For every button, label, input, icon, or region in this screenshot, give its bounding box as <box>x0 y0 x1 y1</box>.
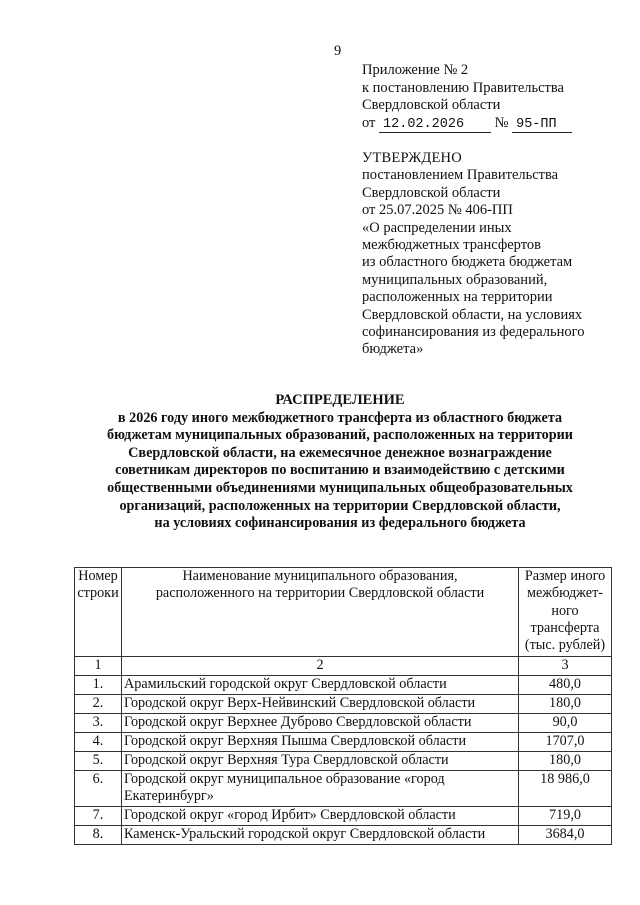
table-row <box>75 695 612 714</box>
municipality-name: Городской округ «город Ирбит» Свердловской области <box>122 806 519 825</box>
approved-line: муниципальных образований, <box>362 271 548 288</box>
transfer-amount: 90,0 <box>519 714 612 733</box>
from-label: от <box>362 114 376 131</box>
header-text: межбюджет- <box>526 585 604 602</box>
municipality-name: Арамильский городской округ Свердловской области <box>122 676 519 695</box>
number-label: № <box>494 114 509 131</box>
transfer-amount: 719,0 <box>519 806 612 825</box>
table-row <box>75 733 612 752</box>
header-text: Номер <box>78 568 118 584</box>
appendix-region: Свердловской области <box>362 97 501 113</box>
heading-line: на условиях софинансирования из федерального бюджета <box>154 515 526 532</box>
approved-line: Свердловской области <box>362 184 501 201</box>
row-number: 6. <box>75 771 122 807</box>
table-row <box>75 806 612 825</box>
municipality-name: Городской округ муниципальное образование «город Екатеринбург» <box>122 771 519 807</box>
approved-line: из областного бюджета бюджетам <box>362 254 573 271</box>
appendix-reference: к постановлению Правительства <box>362 79 564 96</box>
header-municipality <box>122 568 519 657</box>
table-row <box>75 825 612 844</box>
heading-line: в 2026 году иного межбюджетного трансферта из областного бюджета <box>117 409 563 426</box>
header-text: строки <box>77 585 119 602</box>
municipality-name: Городской округ Верхняя Тура Свердловской области <box>122 752 519 771</box>
row-number: 7. <box>75 806 122 825</box>
distribution-table <box>74 567 612 845</box>
heading-line: общественными объединениями муниципальных общеобразовательных <box>107 479 573 496</box>
heading-line: Свердловской области, на ежемесячное денежное вознаграждение <box>128 444 552 461</box>
column-number: 1 <box>75 657 122 676</box>
approved-line: от 25.07.2025 № 406-ПП <box>362 202 513 219</box>
page-number: 9 <box>334 43 342 59</box>
header-text: ного <box>551 602 579 619</box>
approved-line: софинансирования из федерального <box>362 324 585 341</box>
transfer-amount: 18 986,0 <box>519 771 612 807</box>
transfer-amount: 1707,0 <box>519 733 612 752</box>
approved-line: бюджета» <box>362 341 424 358</box>
column-number: 3 <box>519 657 612 676</box>
approved-line: межбюджетных трансфертов <box>362 237 541 254</box>
document-heading <box>70 392 610 533</box>
approved-line: «О распределении иных <box>362 219 512 236</box>
municipality-name: Городской округ Верхняя Пышма Свердловской области <box>122 733 519 752</box>
municipality-name: Каменск-Уральский городской округ Свердловской области <box>122 825 519 844</box>
header-text: Наименование муниципального образования, <box>182 568 458 584</box>
table-row <box>75 771 612 807</box>
table-row <box>75 714 612 733</box>
approved-line: Свердловской области, на условиях <box>362 306 583 323</box>
row-number: 1. <box>75 676 122 695</box>
heading-title: РАСПРЕДЕЛЕНИЕ <box>275 392 405 408</box>
header-text: (тыс. рублей) <box>524 637 606 654</box>
appendix-title: Приложение № 2 <box>362 62 469 78</box>
decree-number: 95-ПП <box>512 118 572 133</box>
approved-line: постановлением Правительства <box>362 167 559 184</box>
header-text: Размер иного <box>524 568 606 584</box>
row-number: 4. <box>75 733 122 752</box>
column-number: 2 <box>122 657 519 676</box>
header-row-number <box>75 568 122 657</box>
header-text: трансферта <box>530 619 600 636</box>
table-row <box>75 676 612 695</box>
heading-line: советникам директоров по воспитанию и взаимодействию с детскими <box>115 462 565 479</box>
heading-line: бюджетам муниципальных образований, расположенных на территории <box>107 427 573 444</box>
appendix-block <box>362 62 572 133</box>
table-row <box>75 752 612 771</box>
table-header-row <box>75 568 612 657</box>
column-number-row <box>75 657 612 676</box>
municipality-name: Городской округ Верх-Нейвинский Свердловской области <box>122 695 519 714</box>
approved-title: УТВЕРЖДЕНО <box>362 150 462 166</box>
heading-line: организаций, расположенных на территории Свердловской области, <box>119 497 561 514</box>
row-number: 5. <box>75 752 122 771</box>
municipality-name: Городской округ Верхнее Дуброво Свердловской области <box>122 714 519 733</box>
transfer-amount: 3684,0 <box>519 825 612 844</box>
header-amount <box>519 568 612 657</box>
appendix-date-number <box>362 115 572 133</box>
approved-block <box>362 150 584 359</box>
row-number: 2. <box>75 695 122 714</box>
transfer-amount: 480,0 <box>519 676 612 695</box>
row-number: 8. <box>75 825 122 844</box>
header-text: расположенного на территории Свердловской области <box>155 585 485 602</box>
row-number: 3. <box>75 714 122 733</box>
decree-date: 12.02.2026 <box>379 118 491 133</box>
approved-line: расположенных на территории <box>362 289 553 306</box>
transfer-amount: 180,0 <box>519 695 612 714</box>
transfer-amount: 180,0 <box>519 752 612 771</box>
